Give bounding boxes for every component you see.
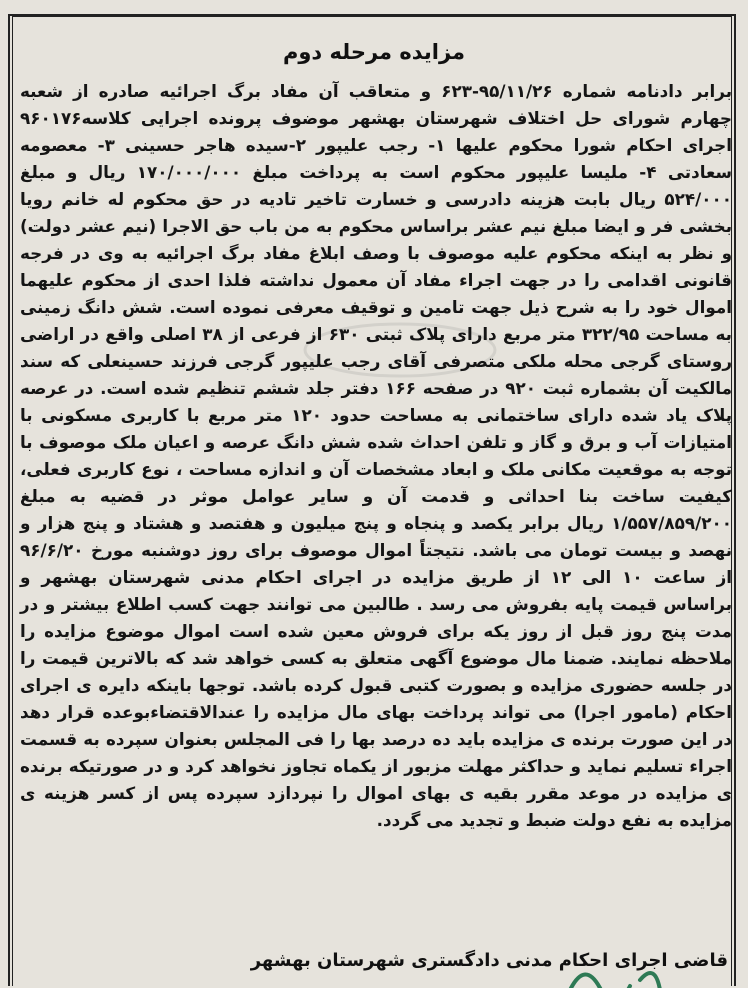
notice-body: برابر دادنامه شماره ۹۵/۱۱/۲۶-۶۲۳ و متعاقب آن مفاد برگ اجرائیه صادره از شعبه چهارم شورای حل اختلاف شهرستان بهشهر موضوف پرونده اجرایی کلاسه۹۶۰۱۷۶ اجرای احکام شورا محکوم علیها ۱- رجب علیپور ۲-سیده هاجر حسینی ۳- معصومه سعادتی ۴- ملیسا علیپور محکوم است به پرداخت مبلغ ۱۷۰/۰۰۰/۰۰۰ ریال و مبلغ ۵۲۴/۰۰۰ ریال بابت هزینه دادرسی و خسارت تاخیر تادیه در حق محکوم له خانم رویا بخشی فر و ایضا مبلغ نیم عشر براساس محکوم به من باب حق الاجرا (نیم عشر دولت) و نظر به اینکه محکوم علیه موصوف با وصف ابلاغ مفاد برگ اجرائیه به وی در فرجه قانونی اقدامی را در جهت اجراء مفاد آن معمول نداشته فلذا احدی از محکوم علیهما اموال خود را به شرح ذیل جهت تامین و توقیف معرفی نموده است. شش دانگ زمینی به مساحت ۳۲۲/۹۵ متر مربع دارای پلاک ثبتی ۶۳۰ از فرعی از ۳۸ اصلی واقع در اراضی روستای گرجی محله ملکی متصرفی آقای رجب علیپور گرجی فرزند حسینعلی که سند مالکیت آن بشماره ثبت ۹۲۰ در صفحه ۱۶۶ دفتر جلد ششم تنظیم شده است. در عرصه پلاک یاد شده دارای ساختمانی به مساحت حدود ۱۲۰ متر مربع با کاربری مسکونی با امتیازات آب و برق و گاز و تلفن احداث شده شش دانگ عرصه و اعیان ملک موصوف با توجه به موقعیت مکانی ملک و ابعاد مشخصات آن و اندازه مساحت ، نوع کاربری فعلی، کیفیت ساخت بنا احداثی و قدمت آن و سایر عوامل موثر در قضیه به مبلغ ۱/۵۵۷/۸۵۹/۲۰۰ ریال برابر یکصد و پنجاه و پنج میلیون و هفتصد و هشتاد و پنج هزار و نهصد و بیست تومان می باشد. نتیجتاً اموال موصوف برای روز دوشنبه مورخ ۹۶/۶/۲۰ از ساعت ۱۰ الی ۱۲ از طریق مزایده در اجرای احکام مدنی شهرستان بهشهر و براساس قیمت پایه بفروش می رسد . طالبین می توانند جهت کسب اطلاع بیشتر و در مدت پنج روز قبل از روز یکه برای فروش معین شده است اموال موضوع مزایده را ملاحظه نمایند. ضمنا مال موضوع آگهی متعلق به کسی خواهد شد که بالاترین قیمت را در جلسه حضوری مزایده و بصورت کتبی قبول کرده باشد. توجها باینکه دایره ی اجرای احکام (مامور اجرا) می تواند پرداخت بهای مال مزایده را عندالاقتضاءبوعده قرار دهد در این صورت برنده ی مزایده باید ده درصد بها را فی المجلس بعنوان سپرده به قسمت اجراء تسلیم نماید و حداکثر مهلت مزبور از یکماه تجاوز نخواهد کرد و در صورتیکه برنده ی مزایده در موعد مقرر بقیه ی بهای اموال را نپردازد سپرده پس از کسر هزینه ی مزایده به نفع دولت ضبط و تجدید می گردد. <box>20 81 733 830</box>
notice-signature: قاضی اجرای احکام مدنی دادگستری شهرستان بهشهر <box>250 950 728 971</box>
notice-title: مزایده مرحله دوم <box>282 40 466 64</box>
handwritten-mark <box>560 950 670 988</box>
